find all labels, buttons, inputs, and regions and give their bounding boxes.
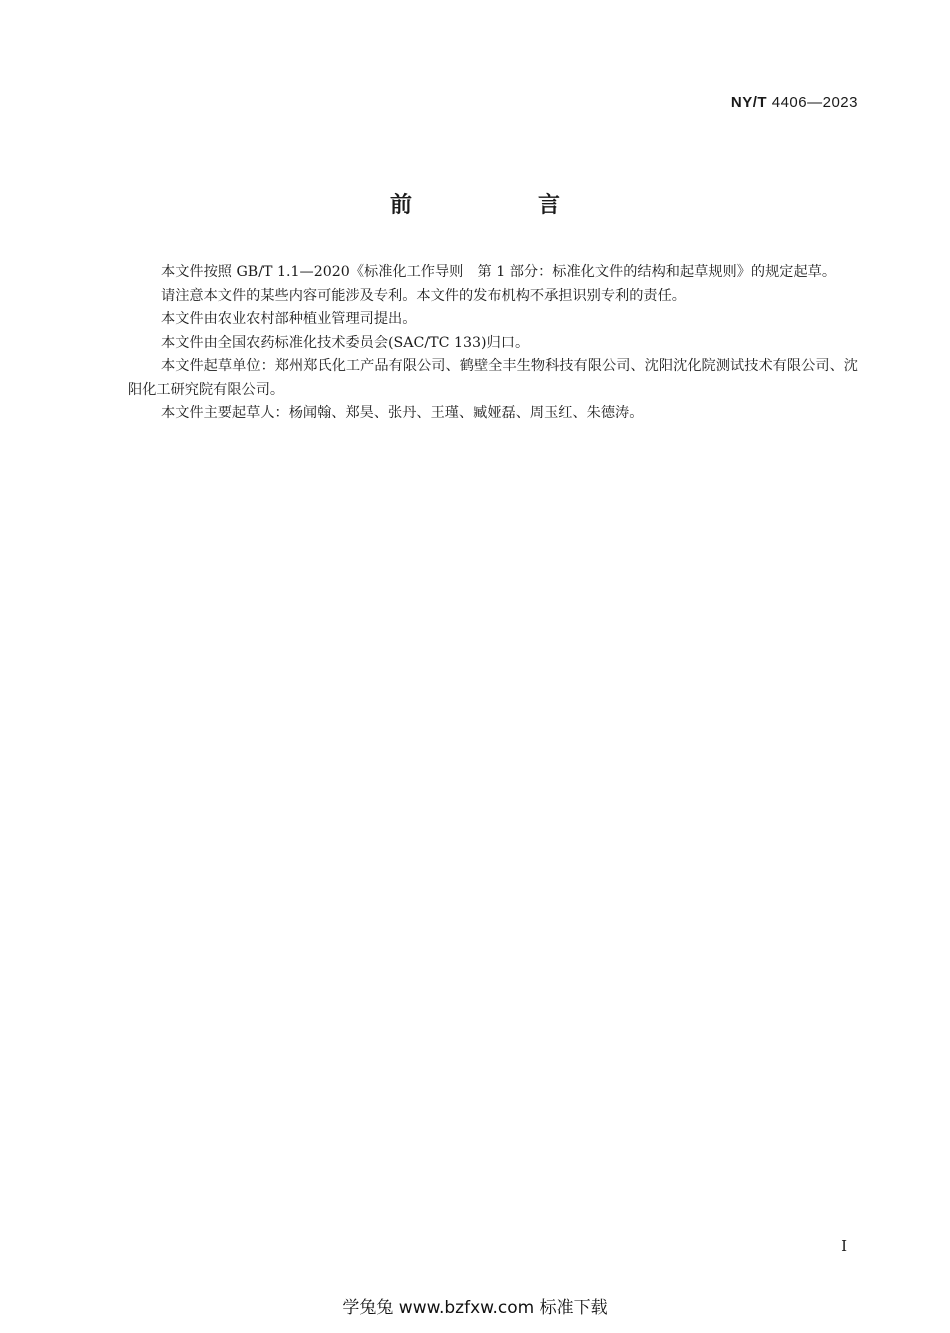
standard-code-prefix: NY/T — [730, 94, 768, 111]
paragraph-proposer: 本文件由农业农村部种植业管理司提出。 — [161, 311, 417, 327]
standard-code-number: 4406—2023 — [771, 94, 858, 111]
page-title: 前 言 — [389, 193, 612, 218]
paragraph-drafters: 本文件主要起草人：杨闻翰、郑昊、张丹、王瑾、臧娅磊、周玉红、朱德涛。 — [161, 405, 644, 421]
paragraph-drafting-rules: 本文件按照 GB/T 1.1—2020《标准化工作导则 第 1 部分：标准化文件的结构和起草规则》的规定起草。 — [161, 264, 837, 280]
paragraph-patent-notice: 请注意本文件的某些内容可能涉及专利。本文件的发布机构不承担识别专利的责任。 — [161, 287, 686, 304]
standard-code — [731, 94, 858, 111]
page-number: I — [841, 1237, 847, 1255]
foreword-body — [128, 261, 858, 426]
paragraph-committee: 本文件由全国农药标准化技术委员会(SAC/TC 133)归口。 — [161, 334, 530, 351]
paragraph-drafting-units: 本文件起草单位：郑州郑氏化工产品有限公司、鹤壁全丰生物科技有限公司、沈阳沈化院测试技术有限公司、沈阳化工研究院有限公司。 — [128, 358, 858, 398]
footer-watermark: 学兔兔 www.bzfxw.com 标准下载 — [342, 1298, 608, 1318]
